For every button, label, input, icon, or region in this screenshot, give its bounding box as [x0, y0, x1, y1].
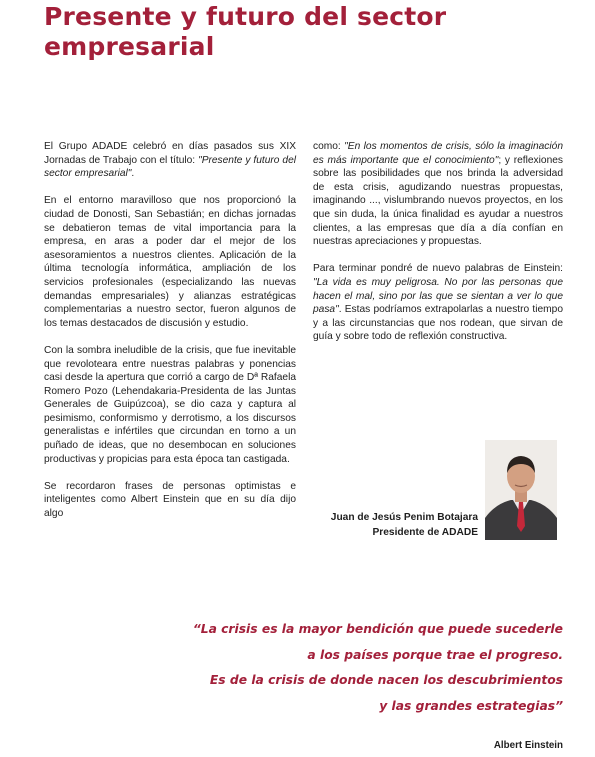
pull-quote [180, 617, 563, 719]
paragraph-einstein-intro: Se recordaron frases de personas optimistas e inteligentes como Albert Einstein que en su día dijo algo [44, 480, 296, 520]
quote-author: Albert Einstein [493, 740, 563, 751]
signer-role: Presidente de ADADE [372, 527, 478, 538]
paragraph-reflections: como: "En los momentos de crisis, sólo la imaginación es más importante que el conocimiento"; y reflexiones sobre las posibilidades que nos brinda la adversidad de esta crisis, agudizando nuestras propuestas, imaginando ..., vislumbrando nuevos proyectos, en los que sin duda, la única finalidad es ayudar a nuestros clientes, a las empresas que día a día confían en nuestras apreciaciones y propuestas. [313, 141, 564, 248]
left-column [44, 140, 296, 534]
paragraph-closing: Para terminar pondré de nuevo palabras de Einstein: "La vida es muy peligrosa. No por las personas que hacen el mal, sino por las que se sientan a ver lo que pasa". Estas podríamos extrapolarlas a nuestro tiempo y a las circunstancias que nos rodean, que sirvan de guía y sobre todo de reflexión constructiva. [313, 263, 563, 343]
paragraph-topics: En el entorno maravilloso que nos proporcionó la ciudad de Donosti, San Sebastián; en dichas jornadas se debatieron temas de vital importancia para la empresa, en aras a poder dar el mejor de los asesoramientos a nuestros clientes. Aplicación de la última tecnología informática, ampliación de los servicios profesionales (especializando las nuevas demandas empresariales) y alianzas estratégicas complementarias a nuestro sector, fueron algunos de los temas destacados de discusión y estudio. [44, 195, 296, 329]
quote-line: “La crisis es la mayor bendición que puede sucederle [192, 622, 563, 636]
portrait-icon [485, 440, 557, 540]
signer-name: Juan de Jesús Penim Botajara [330, 512, 478, 523]
quote-line: Es de la crisis de donde nacen los descubrimientos [209, 673, 563, 687]
quote-line: a los países porque trae el progreso. [307, 647, 563, 662]
portrait-photo [485, 440, 557, 540]
right-column [313, 140, 563, 358]
paragraph-intro: El Grupo ADADE celebró en días pasados sus XIX Jornadas de Trabajo con el título: "Presente y futuro del sector empresarial". [44, 141, 296, 180]
page-title: Presente y futuro del sector empresarial [44, 2, 447, 61]
paragraph-crisis: Con la sombra ineludible de la crisis, que fue inevitable que revoloteara entre nuestras palabras y ponencias casi desde la apertura que corrió a cargo de Dª Rafaela Romero Pozo (Lehendakaria-Presidenta de las Juntas Generales de Guipúzcoa), se dio caza y captura al pesimismo, conformismo y derrotismo, a los discursos generalistas e infértiles que circundan en torno a un puñado de ideas, que no desembocan en soluciones productivas y propicias para esta época tan castigada. [44, 344, 296, 465]
quote-line: y las grandes estrategias” [379, 698, 563, 713]
signature-block [295, 510, 478, 540]
